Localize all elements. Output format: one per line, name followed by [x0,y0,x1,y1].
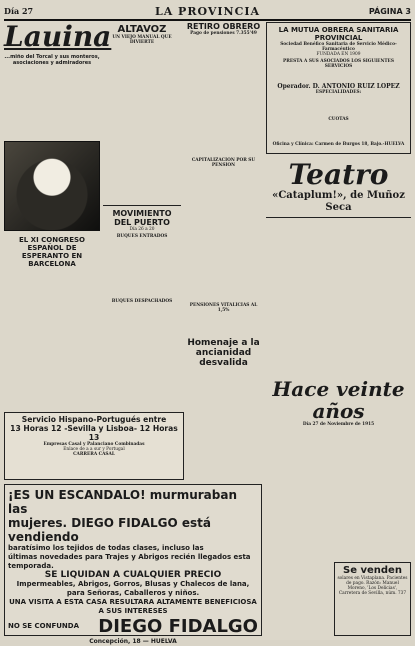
intro-heading: ...miño del Torcal y sus monteros, asociaciones y admiradores [4,54,100,66]
lauina-title: Lauina [4,20,112,53]
teatro-section [266,160,411,375]
servicio-carrera: CARRERA CASAL [73,452,115,457]
mutua-cuotas-text [270,122,407,142]
retiro-list [184,168,263,303]
article-text-2 [4,270,100,375]
retiro-sub: Pago de pensiones 7.355'49 [190,31,257,36]
mutua-presta: PRESTA A SUS ASOCIADOS LOS SIGUIENTES SERVICIOS [283,59,394,69]
servicio-route: 13 Horas 12 -Sevilla y Lisboa- 12 Horas 13 [10,424,178,442]
venden-text: solares en Vistaplana. Pacientes de pago. Razón: Manuel Moreno, 'Los Delicias', Carretera de Sevilla, núm. 737 [337,576,408,596]
mutua-title: LA MUTUA OBRERA SANITARIA PROVINCIAL [278,26,399,42]
mutua-subtitle: Sociedad Benéfico Sanitaria de Servicio Médico-Farmacéutico [280,42,397,52]
column-2 [103,22,181,412]
masthead-page: PÁGINA 3 [368,6,411,16]
masthead-day: Día 27 [4,6,34,16]
movimiento-heading: MOVIMIENTO DEL PUERTO [112,209,172,227]
servicio-text [7,457,181,475]
mutua-cuotas: CUOTAS [328,117,349,122]
mutua-fundada: FUNDADA EN 1909 [316,52,361,57]
fidalgo-line3: baratísimo los tejidos de todas clases, incluso las [8,544,204,552]
photo [4,141,100,231]
retiro-heading: RETIRO OBRERO [186,22,261,31]
homenaje-section [184,338,263,398]
fidalgo-line5: SE LIQUIDAN A CUALQUIER PRECIO [44,570,222,580]
mutua-oficina: Oficina y Clínica: Carmen de Burgos 18, Bajo.-HUELVA [272,142,405,147]
retiro-text [184,38,263,158]
venden-title: Se venden [343,565,402,576]
masthead [4,3,411,21]
fidalgo-ad [4,484,262,645]
hace-date: Día 27 de Noviembre de 1915 [302,422,375,427]
fidalgo-line2: mujeres. DIEGO FIDALGO está vendiendo [8,516,211,544]
hace-title: Hace veinte años [272,377,405,423]
teatro-subtitle: «Cataplum!», de Muñoz Seca [272,190,405,213]
retiro-sub3: PENSIONES VITALICIAS AL 1,5% [189,303,258,313]
hace-text [266,429,411,579]
mutua-ad [266,22,411,154]
article-text-1 [4,68,100,138]
servicio-sub: Empresas Casal y Palanciano Combinadas [43,442,145,447]
fidalgo-line4: últimas novedades para Trajes y Abrigos recién llegados esta temporada. [8,553,251,570]
homenaje-title: Homenaje a la ancianidad desvalida [187,338,260,368]
mutua-especialidades: ESPECIALIDADES: [315,90,362,95]
section-heading: EL XI CONGRESO ESPAÑOL DE ESPERANTO EN BARCELONA [19,236,85,268]
altavoz-text [103,47,181,202]
retiro-sub2: CAPITALIZACION POR SU PENSION [191,158,256,168]
teatro-text [266,221,411,379]
mutua-text [270,69,407,83]
buques-entrados: BUQUES ENTRADOS [116,234,168,239]
servicio-ad [4,412,184,480]
altavoz-subheading: UN VIEJO MANUAL QUE DIVIERTE [112,35,172,45]
venden-ad [334,562,411,636]
fidalgo-line8: NO SE CONFUNDA [8,622,80,630]
fidalgo-line1: ¡ES UN ESCANDALO! murmuraban las [8,488,238,516]
servicio-enlace: Enlace de a a sur y Portugal [63,447,125,452]
mutua-especialidades-list [270,95,407,117]
servicio-title: Servicio Hispano-Portugués entre [21,415,167,424]
fidalgo-brand: DIEGO FIDALGO [98,616,258,637]
fidalgo-line7: UNA VISITA A ESTA CASA RESULTARA ALTAMENTE BENEFICIOSA A SUS INTERESES [9,598,257,615]
despachados-list [103,304,181,349]
column-1 [4,20,112,412]
fidalgo-address: Concepción, 18 — HUELVA [89,638,177,645]
entrados-list [103,239,181,299]
mutua-operador: Operador. D. ANTONIO RUIZ LOPEZ [277,83,400,90]
teatro-title: Teatro [288,158,389,191]
masthead-title: LA PROVINCIA [154,4,261,18]
fidalgo-line6: Impermeables, Abrigos, Gorros, Blusas y Chalecos de lana, para Señoras, Caballeros y niños. [16,580,250,597]
altavoz-heading: ALTAVOZ [117,24,167,35]
movimiento-date: Día 26 a 20 [129,227,155,232]
buques-despachados: BUQUES DESPACHADOS [111,299,173,304]
